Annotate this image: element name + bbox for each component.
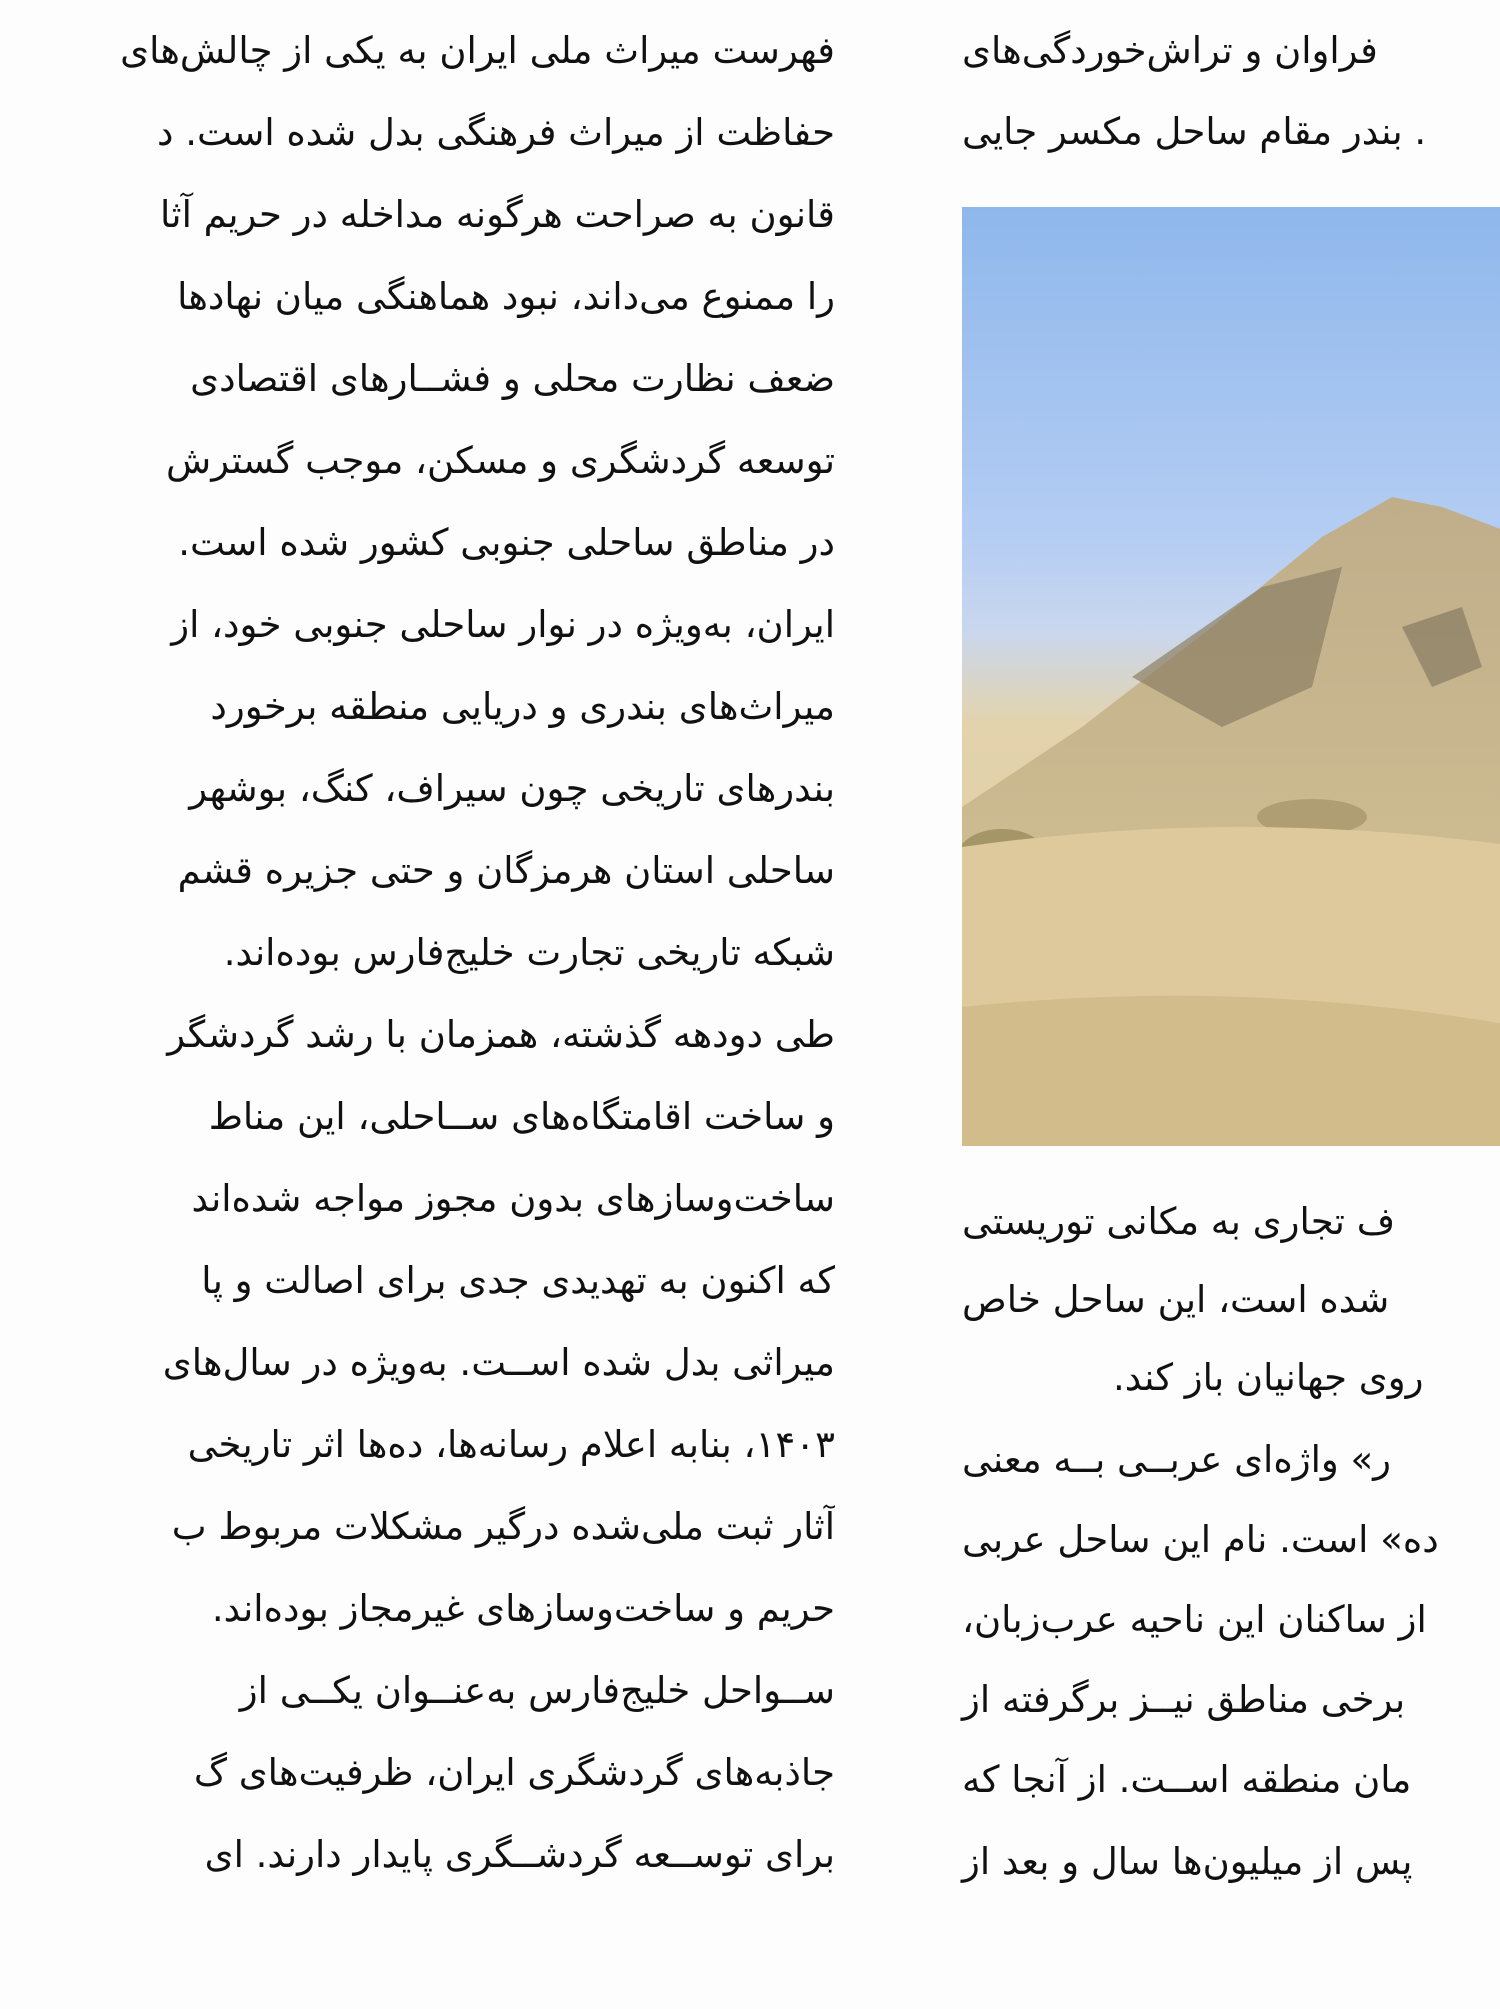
text-line: برخی مناطق نیــز برگرفته از xyxy=(962,1678,1406,1721)
text-line: . بندر مقام ساحل مکسر جایی xyxy=(962,110,1427,153)
text-line: و ساخت اقامتگاه‌های ســاحلی، این مناط xyxy=(208,1095,835,1138)
text-line: ساخت‌وسازهای بدون مجوز مواجه شده‌اند xyxy=(191,1177,835,1220)
text-line: برای توســعه گردشــگری پایدار دارند. ای xyxy=(204,1833,835,1876)
text-line: فراوان و تراش‌خوردگی‌های xyxy=(962,29,1378,72)
text-line: روی جهانیان باز کند. xyxy=(1113,1356,1424,1399)
text-line: شبکه تاریخی تجارت خلیج‌فارس بوده‌اند. xyxy=(223,931,835,974)
hill-illustration xyxy=(962,207,1500,1146)
text-line: از ساکنان این ناحیه عرب‌زبان، xyxy=(962,1598,1427,1641)
text-line: ایران، به‌ویژه در نوار ساحلی جنوبی خود، از xyxy=(171,603,835,646)
text-line: طی دودهه گذشته، همزمان با رشد گردشگر xyxy=(167,1013,835,1056)
text-line: حریم و ساخت‌وسازهای غیرمجاز بوده‌اند. xyxy=(211,1587,835,1630)
text-line: فهرست میراث ملی ایران به یکی از چالش‌های xyxy=(120,29,835,72)
text-line: پس از میلیون‌ها سال و بعد از xyxy=(962,1840,1413,1883)
text-line: قانون به صراحت هرگونه مداخله در حریم آثا xyxy=(160,193,835,236)
text-line: آثار ثبت ملی‌شده درگیر مشکلات مربوط ب xyxy=(171,1505,835,1548)
text-line: میراث‌های بندری و دریایی منطقه برخورد xyxy=(210,685,835,728)
text-line: را ممنوع می‌داند، نبود هماهنگی میان نهادها xyxy=(177,275,835,318)
text-line: ســواحل خلیج‌فارس به‌عنــوان یکــی از xyxy=(239,1669,835,1712)
text-line: حفاظت از میراث فرهنگی بدل شده است. د xyxy=(157,111,835,154)
text-line: جاذبه‌های گردشگری ایران، ظرفیت‌های گ xyxy=(193,1751,835,1794)
text-line: شده است، این ساحل خاص xyxy=(962,1278,1390,1321)
text-line: ر» واژه‌ای عربــی بــه معنی xyxy=(962,1438,1391,1481)
text-line: میراثی بدل شده اســت. به‌ویژه در سال‌های xyxy=(162,1341,835,1384)
left-article-column xyxy=(0,10,835,1896)
text-line: ضعف نظارت محلی و فشــارهای اقتصادی xyxy=(190,357,835,400)
text-line: توسعه گردشگری و مسکن، موجب گسترش xyxy=(166,439,835,482)
text-line: مان منطقه اســت. از آنجا که xyxy=(962,1758,1412,1801)
text-line: ده» است. نام این ساحل عربی xyxy=(962,1518,1439,1561)
text-line: ۱۴۰۳، بنابه اعلام رسانه‌ها، ده‌ها اثر تاریخی xyxy=(187,1423,835,1466)
text-line: در مناطق ساحلی جنوبی کشور شده است. xyxy=(178,521,835,564)
beach-hill-photo xyxy=(962,207,1500,1146)
text-line: بندرهای تاریخی چون سیراف، کنگ، بوشهر xyxy=(189,767,835,810)
text-line: که اکنون به تهدیدی جدی برای اصالت و پا xyxy=(201,1259,835,1302)
text-line: ف تجاری به مکانی توریستی xyxy=(962,1200,1396,1243)
text-line: ساحلی استان هرمزگان و حتی جزیره قشم xyxy=(177,849,835,892)
